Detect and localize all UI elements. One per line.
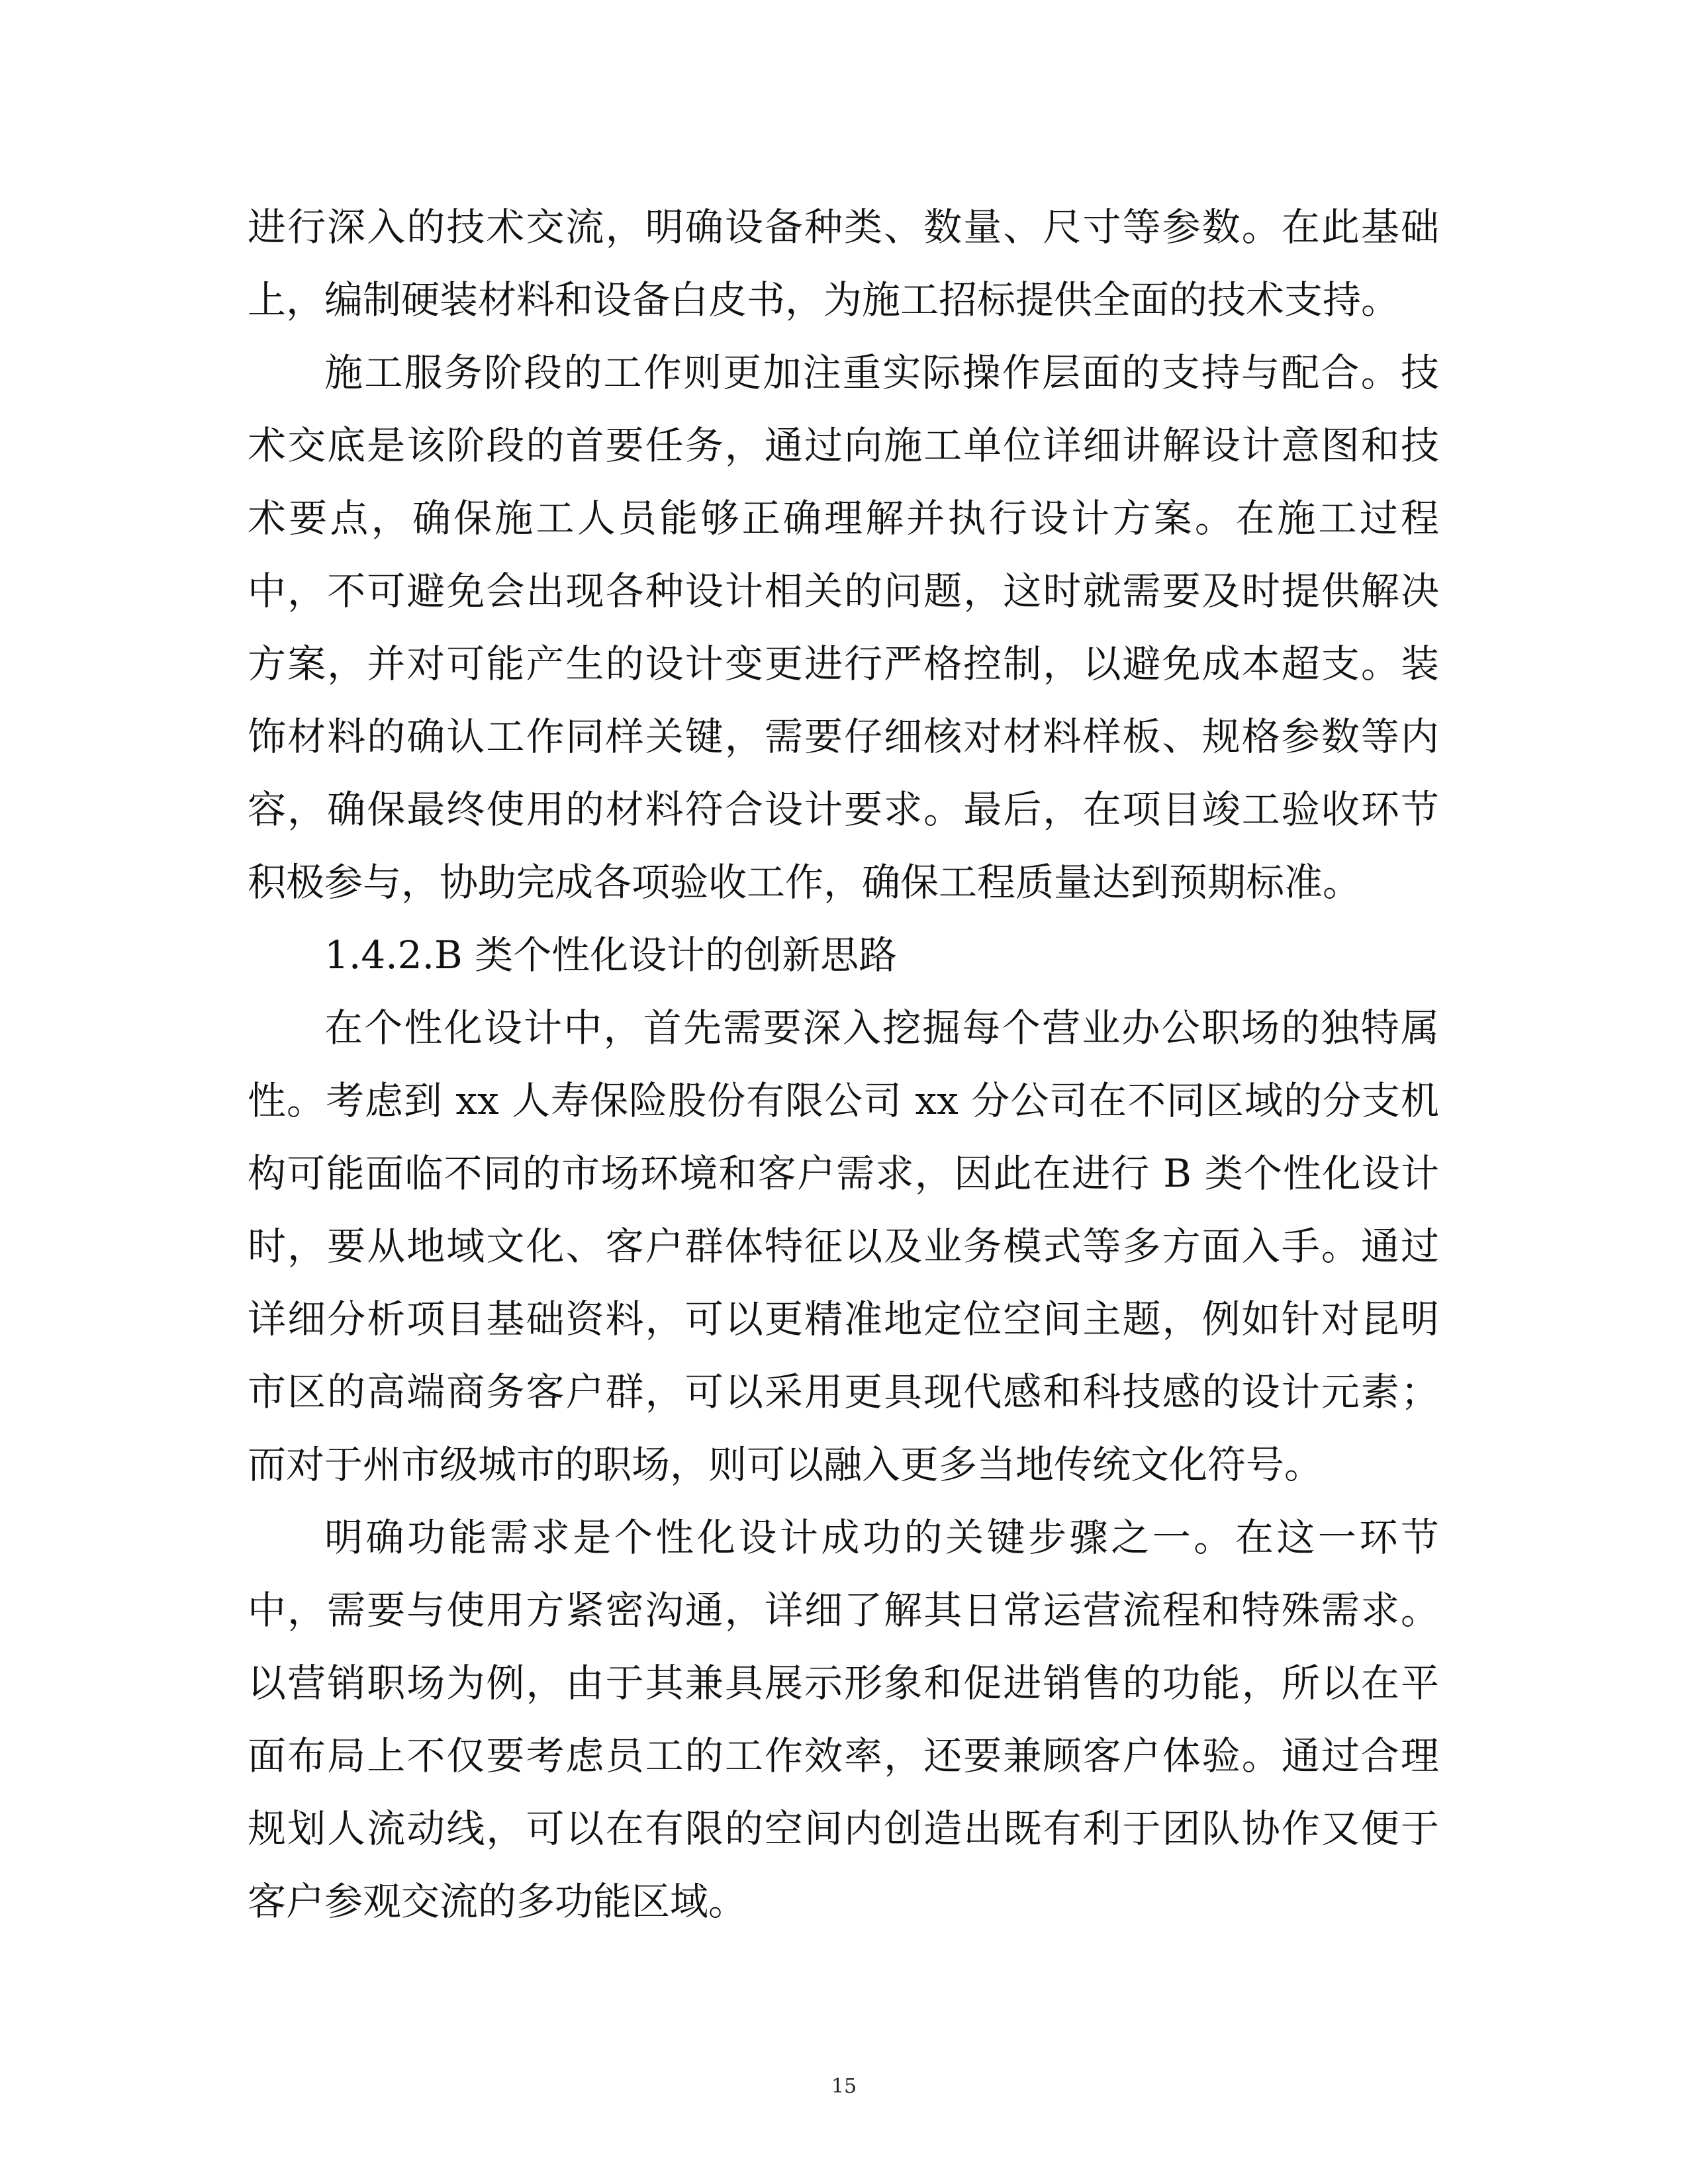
text-line: 时，要从地域文化、客户群体特征以及业务模式等多方面入手。通过 — [248, 1224, 1439, 1269]
text-line: 面布局上不仅要考虑员工的工作效率，还要兼顾客户体验。通过合理 — [248, 1733, 1439, 1778]
text-line: 规划人流动线，可以在有限的空间内创造出既有利于团队协作又便于 — [248, 1806, 1439, 1851]
text-line: 以营销职场为例，由于其兼具展示形象和促进销售的功能，所以在平 — [248, 1661, 1439, 1706]
body-text — [248, 191, 1439, 1938]
section-heading: 1.4.2.B 类个性化设计的创新思路 — [324, 933, 898, 978]
text-line: 客户参观交流的多功能区域。 — [248, 1879, 747, 1924]
text-line: 市区的高端商务客户群，可以采用更具现代感和科技感的设计元素； — [248, 1369, 1439, 1414]
page-number: 15 — [831, 2075, 857, 2098]
text-line: 而对于州市级城市的职场，则可以融入更多当地传统文化符号。 — [248, 1442, 1323, 1487]
text-line: 构可能面临不同的市场环境和客户需求，因此在进行 B 类个性化设计 — [248, 1151, 1439, 1196]
text-line: 中，不可避免会出现各种设计相关的问题，这时就需要及时提供解决 — [248, 569, 1439, 614]
text-line: 上，编制硬装材料和设备白皮书，为施工招标提供全面的技术支持。 — [248, 277, 1400, 322]
text-line: 中，需要与使用方紧密沟通，详细了解其日常运营流程和特殊需求。 — [248, 1588, 1439, 1633]
text-line: 进行深入的技术交流，明确设备种类、数量、尺寸等参数。在此基础 — [248, 205, 1439, 250]
paragraph-start-line: 明确功能需求是个性化设计成功的关键步骤之一。在这一环节 — [324, 1515, 1439, 1560]
text-line: 术交底是该阶段的首要任务，通过向施工单位详细讲解设计意图和技 — [248, 423, 1439, 468]
text-line: 方案，并对可能产生的设计变更进行严格控制，以避免成本超支。装 — [248, 641, 1439, 686]
text-line: 详细分析项目基础资料，可以更精准地定位空间主题，例如针对昆明 — [248, 1297, 1439, 1342]
text-line: 容，确保最终使用的材料符合设计要求。最后，在项目竣工验收环节 — [248, 787, 1439, 832]
text-line: 积极参与，协助完成各项验收工作，确保工程质量达到预期标准。 — [248, 860, 1362, 905]
text-line: 术要点，确保施工人员能够正确理解并执行设计方案。在施工过程 — [248, 496, 1439, 541]
paragraph-start-line: 施工服务阶段的工作则更加注重实际操作层面的支持与配合。技 — [324, 350, 1439, 395]
text-line: 性。考虑到 xx 人寿保险股份有限公司 xx 分公司在不同区域的分支机 — [248, 1078, 1439, 1123]
text-line: 饰材料的确认工作同样关键，需要仔细核对材料样板、规格参数等内 — [248, 714, 1439, 759]
paragraph-start-line: 在个性化设计中，首先需要深入挖掘每个营业办公职场的独特属 — [324, 1005, 1439, 1050]
